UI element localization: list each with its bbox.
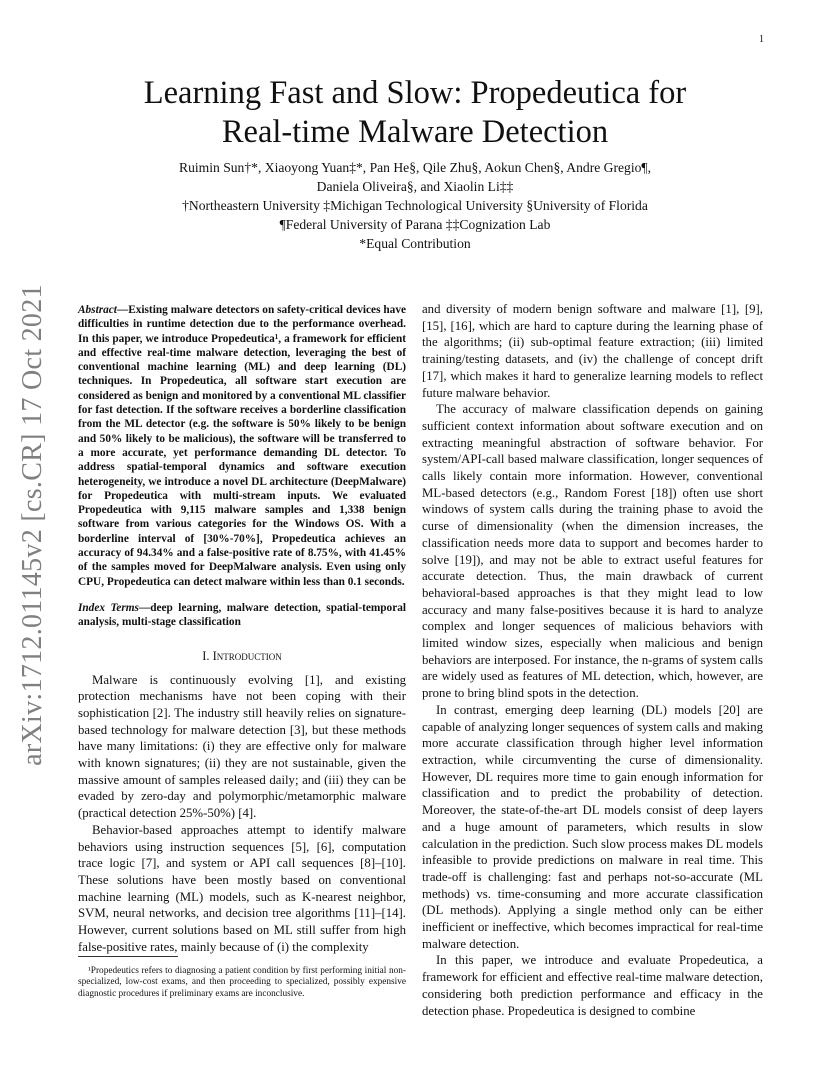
section-heading [78,649,406,664]
affiliation-line-2: ¶Federal University of Parana ‡‡Cognization Lab [279,217,551,232]
footnote: ¹Propedeutics refers to diagnosing a patient condition by first performing initial non-specialized, low-cost exams, and then proceeding to specialized, possibly expensive diagnostic procedures if preliminary exams are inconclusive. [78,966,406,999]
index-terms-text: —deep learning, malware detection, spatial-temporal analysis, multi-stage classification [78,601,406,629]
intro-paragraph-6: In this paper, we introduce and evaluate Propedeutica, a framework for efficient and effective real-time malware detection, considering both prediction performance and efficacy in the detection phase. Propedeutica is designed to combine [422,953,763,1018]
arxiv-id: arXiv:1712.01145v2 [cs.CR] 17 Oct 2021 [17,284,48,766]
author-line-2: Daniela Oliveira§, and Xiaolin Li‡‡ [316,179,514,194]
intro-paragraph-3: and diversity of modern benign software and malware [1], [9], [15], [16], which are hard to capture during the learning phase of the algorithms; (ii) sub-optimal feature extraction; (iii) limited training/testing datasets, and (iv) the challenge of concept drift [17], which makes it hard to generalize learning models to reflect future malware behavior. [422,302,763,400]
abstract-text: —Existing malware detectors on safety-critical devices have difficulties in runtime detection due to the performance overhead. In this paper, we introduce Propedeutica¹, a framework for efficient and effective real-time malware detection, leveraging the best of conventional machine learning (ML) and deep learning (DL) techniques. In Propedeutica, all software start execution are considered as benign and monitored by a conventional ML classifier for fast detection. If the software receives a borderline classification from the ML detector (e.g. the software is 50% likely to be benign and 50% likely to be malicious), the software will be transferred to a more accurate, yet performance demanding DL detector. To address spatial-temporal dynamics and software execution heterogeneity, we introduce a novel DL architecture (DeepMalware) for Propedeutica with multi-stream inputs. We evaluated Propedeutica with 9,115 malware samples and 1,338 benign software from various categories for the Windows OS. With a borderline interval of [30%-70%], Propedeutica achieves an accuracy of 94.34% and a false-positive rate of 8.75%, with 41.45% of the samples moved for DeepMalware analysis. Even using only CPU, Propedeutica can detect malware within less than 0.1 seconds. [78,304,406,588]
abstract-label: Abstract [78,304,117,316]
index-terms [78,601,406,630]
affiliation-line-1: †Northeastern University ‡Michigan Technological University §University of Florida [182,198,648,213]
arxiv-sidebar [17,284,48,766]
title-line-2: Real-time Malware Detection [221,114,609,150]
index-terms-label: Index Terms [78,601,139,614]
paper-title [70,74,760,152]
intro-paragraph-2: Behavior-based approaches attempt to identify malware behaviors using instruction sequences [5], [6], computation trace logic [7], and system or API call sequences [8]–[10]. These solutions have been mostly based on conventional machine learning (ML) models, such as K-nearest neighbor, SVM, neural networks, and decision tree algorithms [11]–[14]. However, current solutions based on ML still suffer from high false-positive rates, mainly because of (i) the complexity [78,822,406,954]
right-column [422,301,763,1019]
left-column [78,303,406,955]
author-line-1: Ruimin Sun†*, Xiaoyong Yuan‡*, Pan He§, Qile Zhu§, Aokun Chen§, Andre Gregio¶, [179,160,651,175]
page-number: 1 [759,34,764,45]
section-number: I. [202,648,210,663]
abstract [78,303,406,589]
intro-paragraph-1: Malware is continuously evolving [1], and existing protection mechanisms have not been coping with their sophistication [2]. The industry still heavily relies on signature-based technology for malware detection [3], but these methods have many limitations: (i) they are effective only for malware with known signatures; (ii) they are not sustainable, given the massive amount of samples released daily; and (iii) they can be evaded by zero-day and polymorphic/metamorphic malware (practical detection 25%-50%) [4]. [78,672,406,821]
intro-paragraph-4: The accuracy of malware classification depends on gaining sufficient context information about software execution and on extracting meaningful abstraction of software behavior. For system/API-call based malware classification, longer sequences of calls likely contain more information. However, conventional ML-based detectors (e.g., Random Forest [18]) often use short windows of system calls during the training phase to avoid the curse of dimensionality (when the dimension increases, the classification needs more data to support and becomes harder to solve [19]), and may not be able to extract useful features for accurate detection. Thus, the main drawback of current behavioral-based approaches is that they might lead to low accuracy and many false-positives because it is hard to analyze complex and longer sequences of malicious behaviors with limited window sizes, especially when malicious and benign behaviors are interposed. For instance, the n-grams of system calls are widely used as features of ML detection, which, however, are prone to bring blind spots in the detection. [422,402,763,701]
author-block [70,158,760,253]
footnote-rule [78,956,178,957]
intro-paragraph-5: In contrast, emerging deep learning (DL) models [20] are capable of analyzing longer sequences of system calls and making more accurate classification through higher level information extraction, while circumventing the curse of dimensionality. However, DL requires more time to gain enough information for classification and to predict the probability of detection. Moreover, the state-of-the-art DL models consist of deep layers and a huge amount of parameters, which results in slow calculation in the prediction. Such slow process makes DL models infeasible to provide predictions on malware in real time. This trade-off is challenging: fast and perhaps not-so-accurate (ML methods) vs. time-consuming and more accurate classification (DL methods). Applying a single method only can be either inefficient or ineffective, which becomes impractical for real-time malware detection. [422,702,763,951]
equal-contribution-note: *Equal Contribution [359,236,471,251]
title-line-1: Learning Fast and Slow: Propedeutica for [143,75,687,111]
section-title: Introduction [212,648,282,663]
